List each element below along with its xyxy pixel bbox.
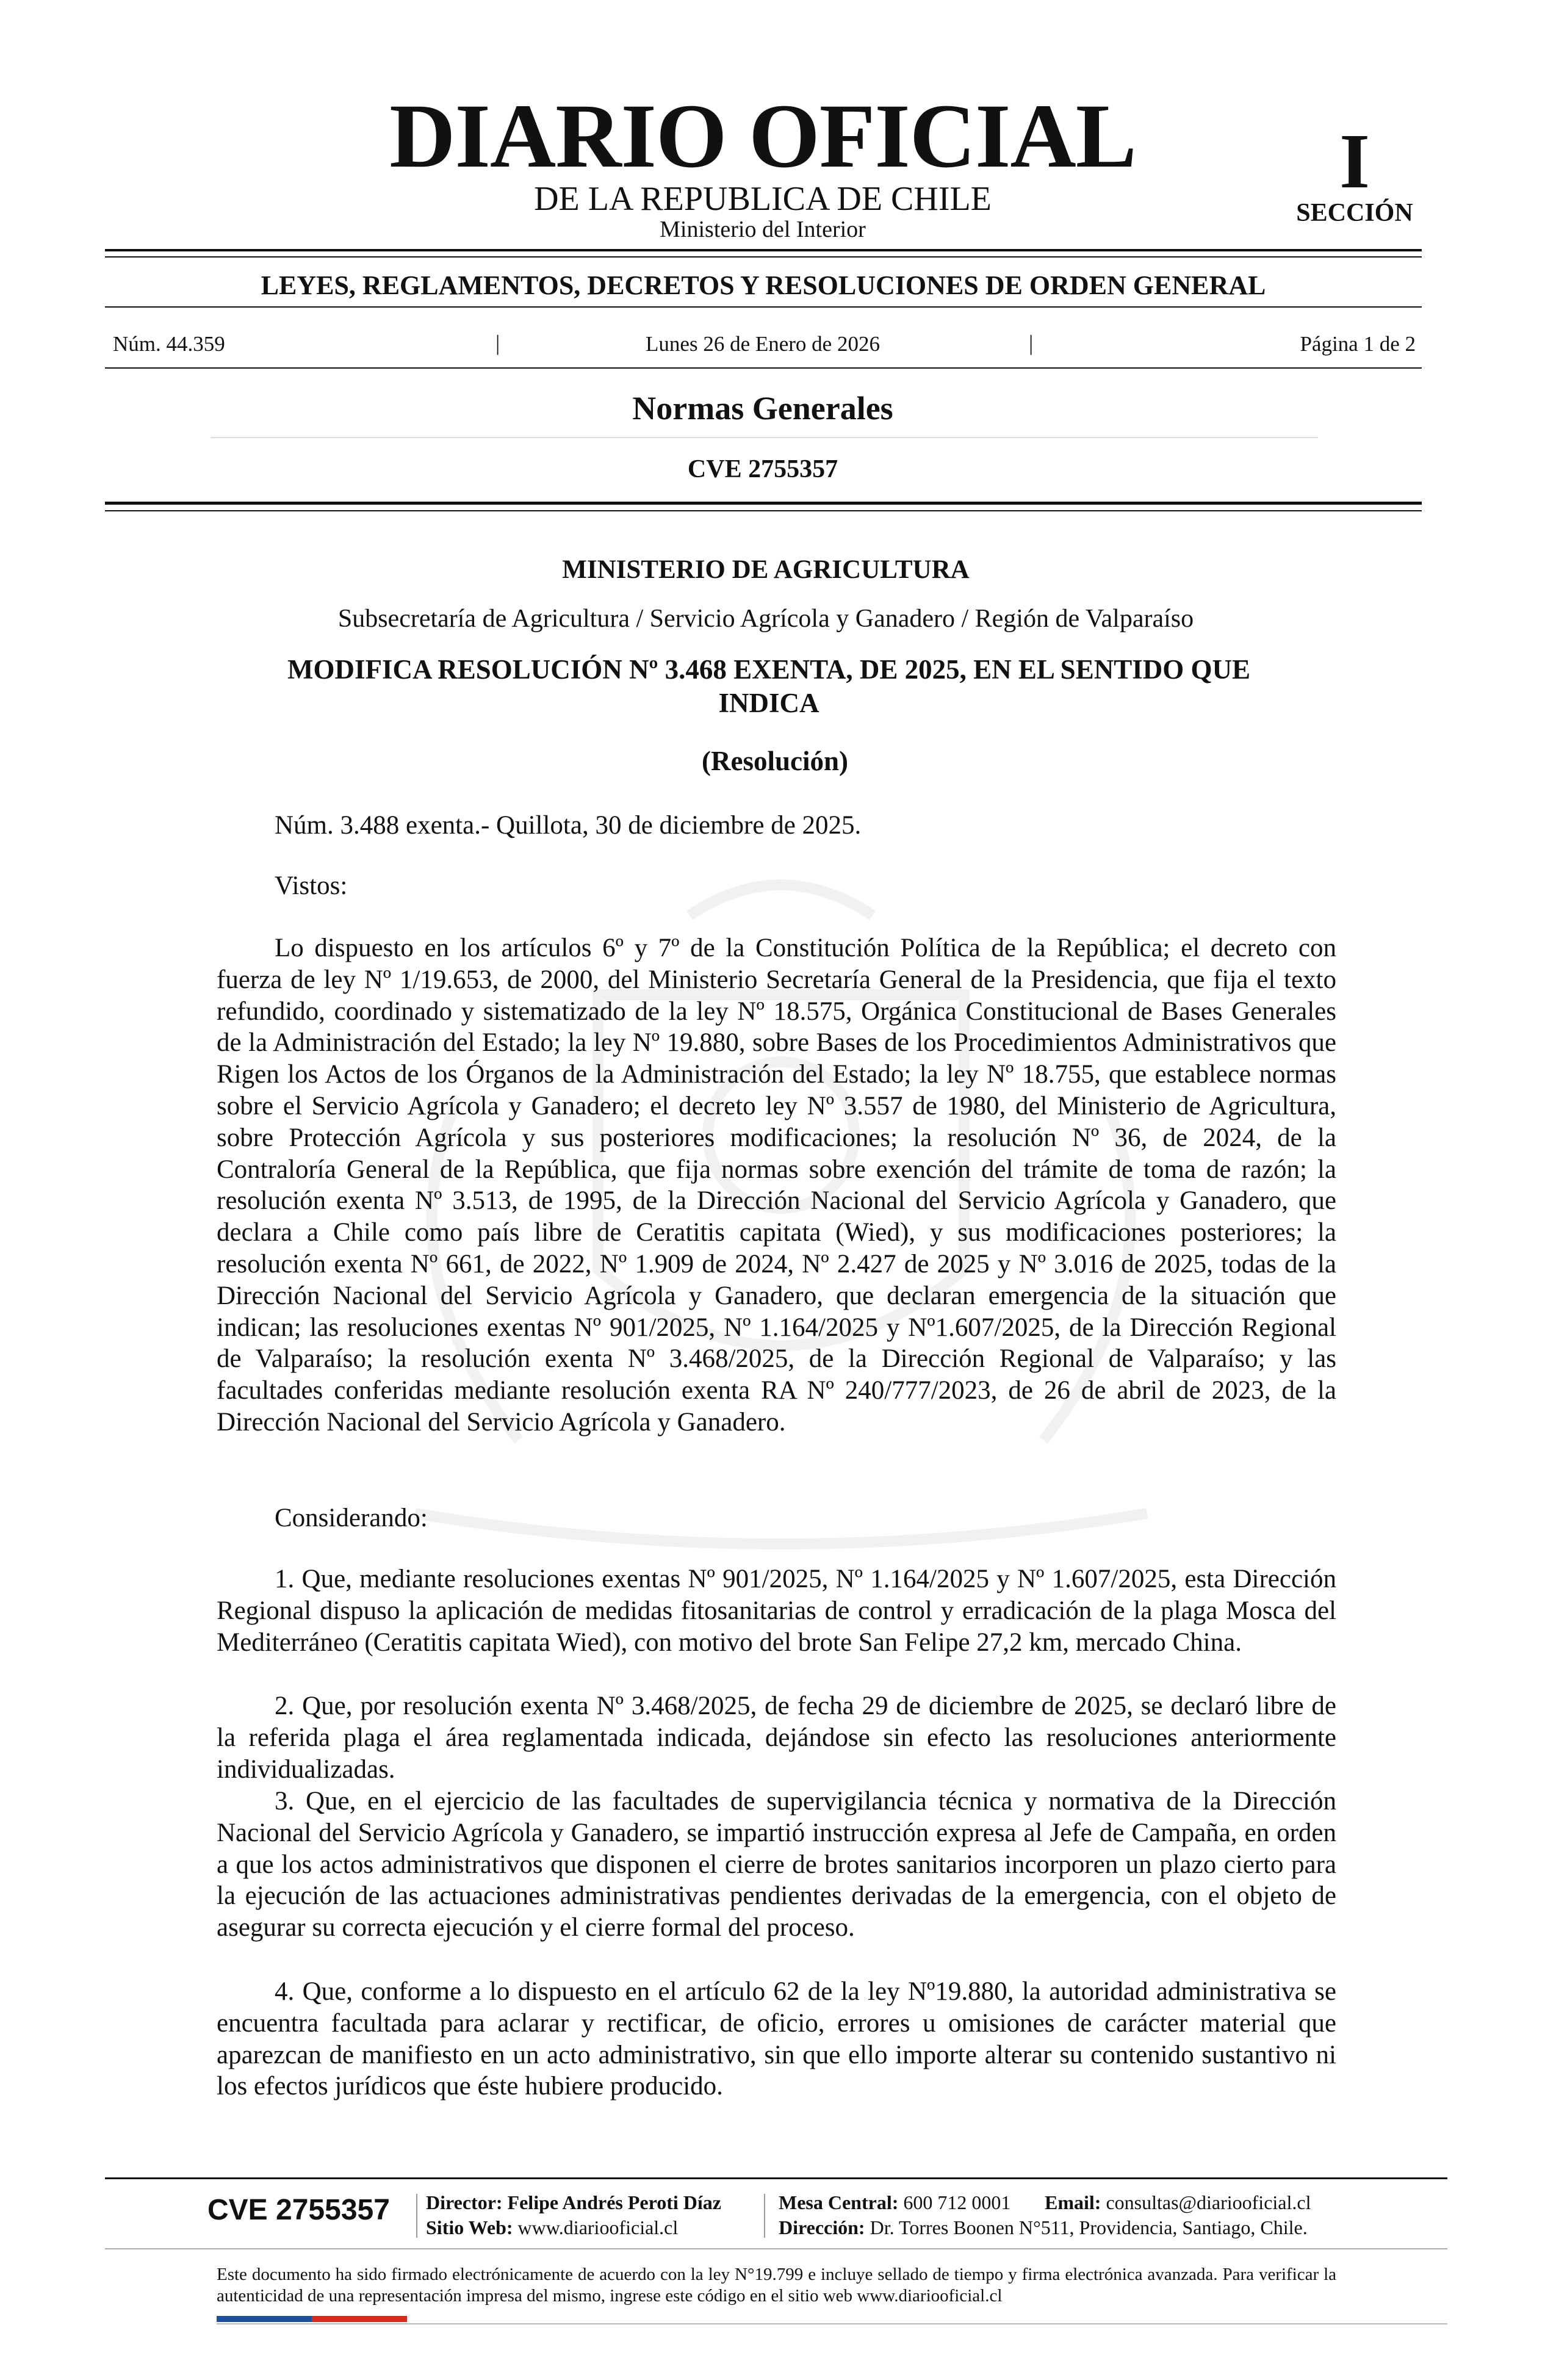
footer-director-label: Director: — [426, 2191, 503, 2213]
footer-sitio — [426, 2218, 678, 2237]
footer-rule-top — [105, 2177, 1447, 2179]
footer-mesa-label: Mesa Central: — [779, 2191, 899, 2213]
footer-rule-bottom — [217, 2323, 1447, 2324]
document-title: MODIFICA RESOLUCIÓN Nº 3.468 EXENTA, DE 2025, EN EL SENTIDO QUE INDICA — [287, 654, 1250, 718]
footer-rule-middle — [105, 2248, 1447, 2249]
footer-cve: CVE 2755357 — [207, 2194, 390, 2226]
document-ministry: MINISTERIO DE AGRICULTURA — [562, 555, 970, 584]
issue-number: Núm. 44.359 — [113, 332, 225, 356]
issue-rule — [105, 367, 1422, 369]
category-rule — [105, 306, 1422, 308]
considerando-label: Considerando: — [275, 1504, 428, 1532]
cve-rule-thick — [105, 502, 1422, 505]
document-subsecretaria: Subsecretaría de Agricultura / Servicio Agrícola y Ganadero / Región de Valparaíso — [337, 605, 1194, 633]
document-number-line: Núm. 3.488 exenta.- Quillota, 30 de diciembre de 2025. — [275, 811, 862, 840]
footer-email — [1045, 2193, 1311, 2212]
footer-director-name: Felipe Andrés Peroti Díaz — [507, 2191, 721, 2213]
footer-divider — [416, 2194, 417, 2238]
footer-mesa-value: 600 712 0001 — [903, 2191, 1011, 2213]
considerando-item: 4. Que, conforme a lo dispuesto en el artículo 62 de la ley Nº19.880, la autoridad administrativa se encuentra facultada para aclarar y rectificar, de oficio, errores u omisiones de carácter material que aparezcan de manifiesto en un acto administrativo, sin que ello importe alterar su contenido sustantivo ni los efectos jurídicos que éste hubiere producido. — [217, 1977, 1336, 2101]
considerando-item: 1. Que, mediante resoluciones exentas Nº 901/2025, Nº 1.164/2025 y Nº 1.607/2025, esta Dirección Regional dispuso la aplicación de medidas fitosanitarias de control y erradicación de la plaga Mosca del Mediterráneo (Ceratitis capitata Wied), con motivo del brote San Felipe 27,2 km, mercado China. — [217, 1565, 1336, 1657]
document-type: (Resolución) — [702, 746, 848, 776]
section-label: SECCIÓN — [1296, 199, 1413, 227]
masthead-rule-thick — [105, 249, 1422, 251]
flag-red-segment — [312, 2316, 407, 2322]
masthead-ministry: Ministerio del Interior — [660, 217, 866, 242]
masthead-title: DIARIO OFICIAL — [389, 85, 1136, 187]
considerando-item: 3. Que, en el ejercicio de las facultades de supervigilancia técnica y normativa de la Dirección Nacional del Servicio Agrícola y Ganadero, se impartió instrucción expresa al Jefe de Campaña, en orden a que los actos administrativos que disponen el cierre de brotes sanitarios incorporen un plazo cierto para la ejecución de las actuaciones administrativas pendientes derivadas de la emergencia, con el objeto de asegurar su correcta ejecución y el cierre formal del proceso. — [217, 1787, 1336, 1942]
issue-page: Página 1 de 2 — [1300, 332, 1416, 356]
category-heading: LEYES, REGLAMENTOS, DECRETOS Y RESOLUCIONES DE ORDEN GENERAL — [261, 270, 1266, 300]
footer-direccion-value: Dr. Torres Boonen N°511, Providencia, Santiago, Chile. — [870, 2216, 1308, 2238]
issue-separator: | — [1029, 331, 1034, 355]
footer-direccion — [779, 2218, 1308, 2237]
issue-date: Lunes 26 de Enero de 2026 — [646, 332, 880, 356]
issue-separator: | — [495, 331, 500, 355]
footer-sitio-label: Sitio Web: — [426, 2216, 513, 2238]
section-heading-rule — [211, 437, 1318, 438]
vistos-label: Vistos: — [275, 871, 348, 900]
considerando-item: 2. Que, por resolución exenta Nº 3.468/2025, de fecha 29 de diciembre de 2025, se declaró libre de la referida plaga el área reglamentada indicada, dejándose sin efecto las resoluciones anteriormente individualizadas. — [217, 1692, 1336, 1784]
footer-mesa-central — [779, 2193, 1010, 2212]
flag-blue-segment — [217, 2316, 312, 2322]
footer-divider — [764, 2194, 765, 2238]
section-heading: Normas Generales — [632, 390, 893, 427]
section-number: I — [1339, 118, 1370, 204]
footer-email-label: Email: — [1045, 2191, 1101, 2213]
footer-director — [426, 2193, 721, 2212]
footer-sitio-link[interactable]: www.diariooficial.cl — [517, 2216, 679, 2238]
footer-signature-note: Este documento ha sido firmado electrónicamente de acuerdo con la ley N°19.799 e incluye sellado de tiempo y firma electrónica avanzada. Para verificar la autenticidad de una representación impresa del mismo, ingrese este código en el sitio web www.diariooficial.cl — [217, 2265, 1336, 2306]
footer-direccion-label: Dirección: — [779, 2216, 865, 2238]
cve-rule-thin — [105, 510, 1422, 511]
masthead-rule-thin — [105, 256, 1422, 258]
flag-color-bar — [217, 2316, 407, 2322]
footer-email-link[interactable]: consultas@diariooficial.cl — [1106, 2191, 1311, 2213]
vistos-paragraph: Lo dispuesto en los artículos 6º y 7º de la Constitución Política de la República; el decreto con fuerza de ley Nº 1/19.653, de 2000, del Ministerio Secretaría General de la Presidencia, que fija el texto refundido, coordinado y sistematizado de la ley Nº 18.575, Orgánica Constitucional de Bases Generales de la Administración del Estado; la ley Nº 19.880, sobre Bases de los Procedimientos Administrativos que Rigen los Actos de los Órganos de la Administración del Estado; la ley Nº 18.755, que establece normas sobre el Servicio Agrícola y Ganadero; el decreto ley Nº 3.557 de 1980, del Ministerio de Agricultura, sobre Protección Agrícola y sus posteriores modificaciones; la resolución Nº 36, de 2024, de la Contraloría General de la República, que fija normas sobre exención del trámite de toma de razón; la resolución exenta Nº 3.513, de 1995, de la Dirección Nacional del Servicio Agrícola y Ganadero, que declara a Chile como país libre de Ceratitis capitata (Wied), y sus modificaciones posteriores; la resolución exenta Nº 661, de 2022, Nº 1.909 de 2024, Nº 2.427 de 2025 y Nº 3.016 de 2025, todas de la Dirección Nacional del Servicio Agrícola y Ganadero, que declaran emergencia de la situación que indican; las resoluciones exentas Nº 901/2025, Nº 1.164/2025 y Nº1.607/2025, de la Dirección Regional de Valparaíso; la resolución exenta Nº 3.468/2025, de la Dirección Regional de Valparaíso; y las facultades conferidas mediante resolución exenta RA Nº 240/777/2023, de 26 de abril de 2023, de la Dirección Nacional del Servicio Agrícola y Ganadero. — [217, 934, 1336, 1437]
masthead-subtitle: DE LA REPUBLICA DE CHILE — [534, 180, 992, 218]
cve-heading: CVE 2755357 — [687, 455, 838, 483]
